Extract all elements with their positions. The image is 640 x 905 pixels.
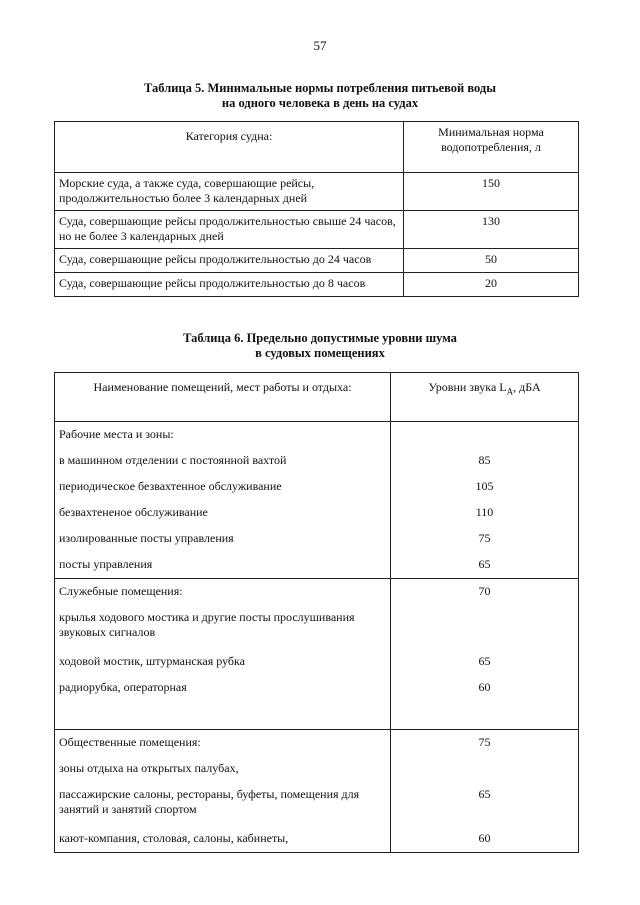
table5-caption-line-2: на одного человека в день на судах (221, 96, 419, 110)
table6-caption (0, 331, 640, 361)
noise-level: 60 (478, 680, 491, 694)
room-name: Общественные помещения: (59, 735, 201, 749)
room-name: радиорубка, операторная (59, 680, 187, 694)
category-cell: Суда, совершающие рейсы продолжительностью до 8 часов (55, 273, 404, 297)
table5-caption (0, 81, 640, 111)
noise-level: 75 (478, 735, 491, 749)
noise-level: 110 (475, 505, 494, 519)
table6-group-public (55, 730, 579, 853)
norm-cell: 50 (404, 249, 579, 273)
room-name: изолированные посты управления (59, 531, 234, 545)
table5-header-row (55, 122, 579, 173)
noise-level: 65 (478, 557, 491, 571)
room-name: периодическое безвахтенное обслуживание (59, 479, 282, 493)
noise-level: 75 (478, 531, 491, 545)
group-names-cell (55, 422, 391, 579)
noise-level: 70 (478, 584, 491, 598)
room-name: безвахтененое обслуживание (59, 505, 208, 519)
noise-level (395, 605, 574, 649)
table-row (55, 249, 579, 273)
noise-level (395, 756, 574, 782)
group-values-cell (391, 579, 579, 730)
room-name: посты управления (59, 557, 153, 571)
room-name: ходовой мостик, штурманская рубка (59, 654, 246, 668)
table6-header-room: Наименование помещений, мест работы и отдыха: (55, 373, 391, 422)
room-name: Служебные помещения: (59, 584, 183, 598)
table6-group-service (55, 579, 579, 730)
level-subscript: А (506, 386, 514, 397)
page-number: 57 (313, 38, 327, 53)
table5-caption-line-1: Таблица 5. Минимальные нормы потребления питьевой воды (143, 81, 497, 95)
category-cell: Морские суда, а также суда, совершающие рейсы, продолжительностью более 3 календарных дней (55, 173, 404, 211)
group-values-cell (391, 422, 579, 579)
noise-level: 105 (475, 479, 494, 493)
noise-level: 60 (478, 831, 491, 845)
norm-cell: 20 (404, 273, 579, 297)
table6-header-row (55, 373, 579, 422)
level-label: Уровни звука L (428, 380, 507, 394)
group-names-cell (55, 579, 391, 730)
room-name: Рабочие места и зоны: (59, 427, 174, 441)
table-row (55, 273, 579, 297)
room-name: в машинном отделении с постоянной вахтой (59, 453, 287, 467)
table6-group-work (55, 422, 579, 579)
table6-header-level (391, 373, 579, 422)
norm-cell: 150 (404, 173, 579, 211)
room-name: крылья ходового мостика и другие посты прослушивания звуковых сигналов (59, 610, 355, 639)
group-names-cell (55, 730, 391, 853)
category-cell: Суда, совершающие рейсы продолжительностью свыше 24 часов, но не более 3 календарных дней (55, 211, 404, 249)
table6-caption-line-1: Таблица 6. Предельно допустимые уровни шума (183, 331, 457, 345)
table5 (54, 121, 579, 297)
room-name: кают-компания, столовая, салоны, кабинеты, (59, 831, 289, 845)
room-name: пассажирские салоны, рестораны, буфеты, помещения для занятий и занятий спортом (59, 787, 360, 816)
table5-header-norm: Минимальная норма водопотребления, л (404, 122, 579, 173)
table6 (54, 372, 579, 853)
norm-cell: 130 (404, 211, 579, 249)
noise-level: 85 (478, 453, 491, 467)
table-row (55, 211, 579, 249)
noise-level: 65 (478, 654, 491, 668)
table5-header-category: Категория судна: (55, 122, 404, 173)
table6-caption-line-2: в судовых помещениях (255, 346, 385, 360)
table-row (55, 173, 579, 211)
room-name: зоны отдыха на открытых палубах, (59, 761, 239, 775)
noise-level (395, 422, 574, 448)
noise-level: 65 (478, 787, 491, 801)
level-unit: , дБА (513, 380, 541, 394)
group-values-cell (391, 730, 579, 853)
category-cell: Суда, совершающие рейсы продолжительностью до 24 часов (55, 249, 404, 273)
